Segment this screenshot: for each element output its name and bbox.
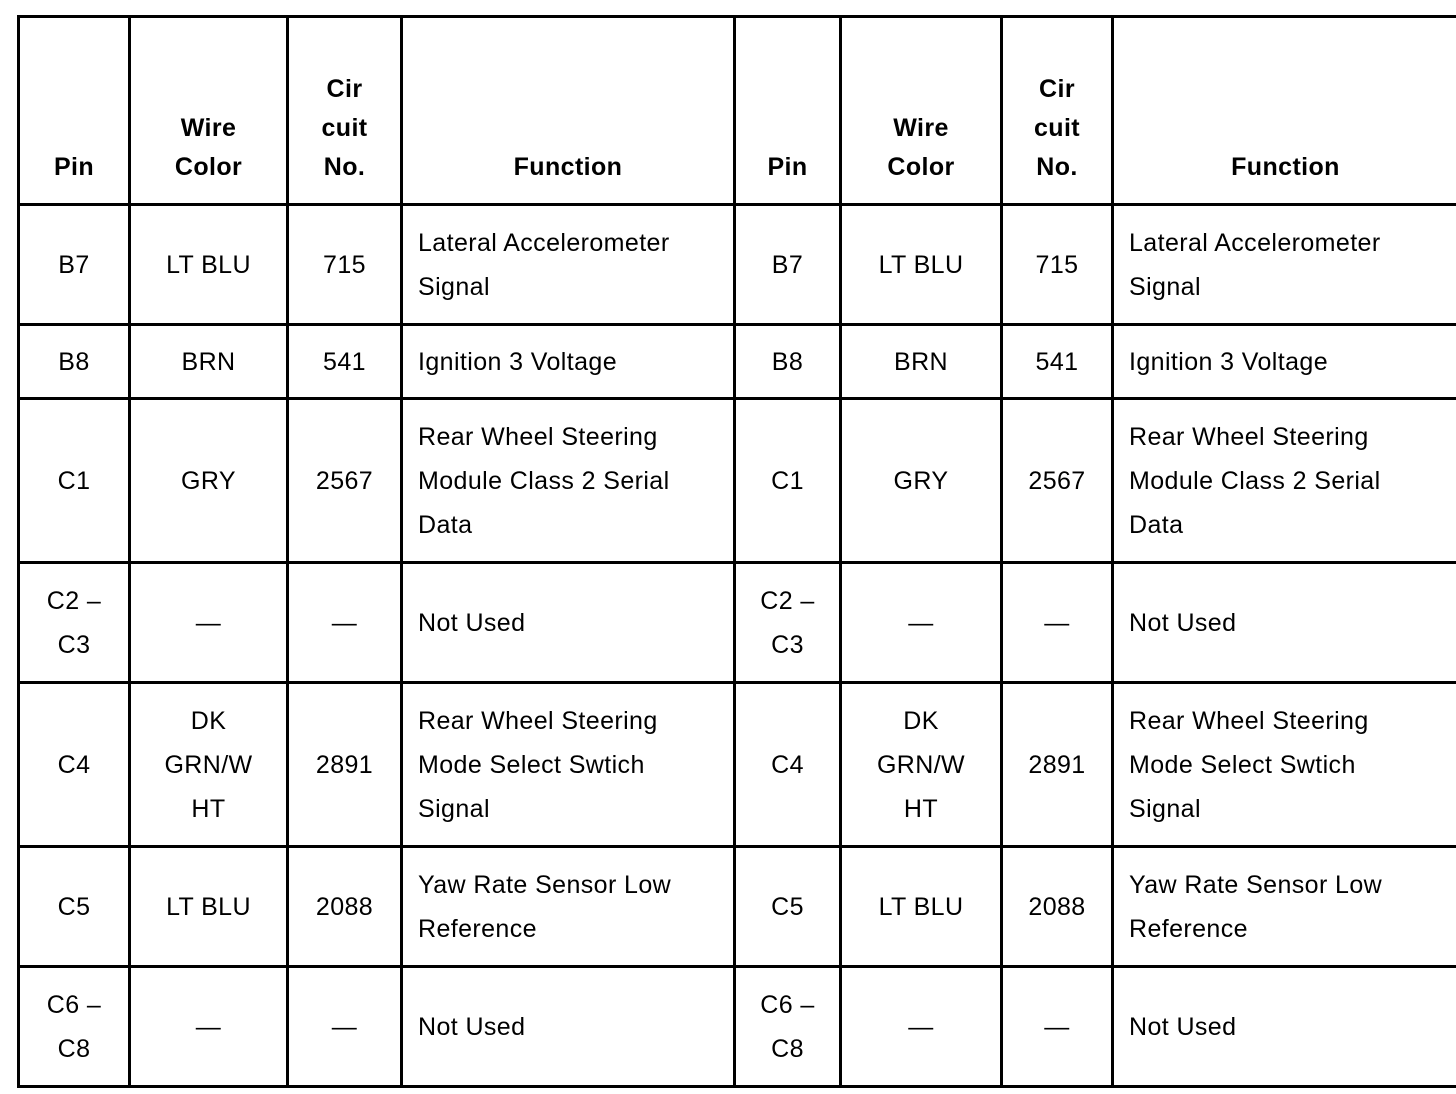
pin-cell [19, 205, 130, 325]
wire-color-cell [841, 967, 1002, 1087]
wire-color-cell-line: HT [191, 794, 226, 823]
function-cell-line: Signal [1129, 794, 1201, 823]
function-cell [402, 967, 735, 1087]
table-row [19, 399, 1456, 563]
function-cell-line: Mode Select Swtich [418, 750, 645, 779]
circuit-no-cell-line: — [331, 608, 358, 637]
header-row [19, 17, 1456, 205]
header-pin: Pin [735, 17, 841, 205]
circuit-no-cell-line: 2567 [1028, 466, 1086, 495]
pin-cell-line: B8 [58, 347, 90, 376]
function-cell-line: Signal [1129, 272, 1201, 301]
pin-cell-line: C3 [771, 630, 804, 659]
wire-color-cell-line: DK [190, 706, 227, 735]
pin-cell-line: C6 – [46, 990, 102, 1019]
function-cell-line: Not Used [418, 1012, 526, 1041]
wire-color-cell-line: — [195, 1012, 222, 1041]
function-cell-line: Mode Select Swtich [1129, 750, 1356, 779]
header-wire-color: Wire Color [841, 17, 1002, 205]
function-cell [402, 563, 735, 683]
function-cell [1113, 847, 1456, 967]
pin-cell [19, 683, 130, 847]
pin-cell [19, 967, 130, 1087]
function-cell [1113, 205, 1456, 325]
wire-color-cell-line: LT BLU [878, 250, 964, 279]
function-cell-line: Rear Wheel Steering [418, 422, 658, 451]
wire-color-cell-line: LT BLU [166, 892, 251, 921]
pin-cell-line: B8 [771, 347, 804, 376]
function-cell-line: Module Class 2 Serial [1129, 466, 1381, 495]
table-body [19, 205, 1456, 1087]
function-cell-line: Ignition 3 Voltage [418, 347, 618, 376]
function-cell-line: Reference [418, 914, 537, 943]
wire-color-cell-line: GRY [893, 466, 949, 495]
pin-cell-line: B7 [771, 250, 804, 279]
function-cell-line: Reference [1129, 914, 1248, 943]
wire-color-cell [130, 399, 288, 563]
function-cell-line: Signal [418, 272, 490, 301]
pin-cell-line: C2 – [760, 586, 815, 615]
function-cell-line: Signal [418, 794, 490, 823]
wire-color-cell-line: LT BLU [878, 892, 964, 921]
table-row [19, 563, 1456, 683]
pin-cell [19, 563, 130, 683]
circuit-no-cell [288, 205, 402, 325]
circuit-no-cell [1002, 563, 1113, 683]
pin-cell-line: C2 – [46, 586, 102, 615]
function-cell [1113, 967, 1456, 1087]
table-row [19, 325, 1456, 399]
function-cell-line: Data [418, 510, 473, 539]
header-function: Function [402, 17, 735, 205]
pin-cell-line: B7 [58, 250, 90, 279]
pin-cell [735, 683, 841, 847]
pin-cell [735, 967, 841, 1087]
wire-color-cell [130, 325, 288, 399]
circuit-no-cell [1002, 967, 1113, 1087]
function-cell-line: Not Used [418, 608, 526, 637]
header-circuit-no: Cir cuit No. [1002, 17, 1113, 205]
circuit-no-cell-line: 2088 [315, 892, 374, 921]
function-cell-line: Lateral Accelerometer [418, 228, 670, 257]
wire-color-cell [841, 205, 1002, 325]
pin-cell-line: C5 [57, 892, 91, 921]
circuit-no-cell-line: 2088 [1028, 892, 1086, 921]
wire-color-cell-line: BRN [894, 347, 948, 376]
circuit-no-cell-line: 2891 [1028, 750, 1086, 779]
pin-cell-line: C1 [57, 466, 91, 495]
circuit-no-cell [288, 967, 402, 1087]
circuit-no-cell-line: — [1044, 1012, 1070, 1041]
function-cell [1113, 683, 1456, 847]
circuit-no-cell-line: 541 [1035, 347, 1079, 376]
function-cell [1113, 399, 1456, 563]
circuit-no-cell [1002, 683, 1113, 847]
circuit-no-cell-line: 541 [323, 347, 366, 376]
function-cell-line: Rear Wheel Steering [1129, 422, 1369, 451]
pin-cell-line: C4 [57, 750, 91, 779]
function-cell-line: Rear Wheel Steering [418, 706, 658, 735]
function-cell-line: Not Used [1129, 608, 1237, 637]
wire-color-cell [841, 399, 1002, 563]
wire-color-cell-line: — [908, 608, 934, 637]
table-row [19, 847, 1456, 967]
wire-color-cell-line: DK [903, 706, 939, 735]
header-circuit-no: Cir cuit No. [288, 17, 402, 205]
wire-color-cell [841, 847, 1002, 967]
pin-cell-line: C8 [57, 1034, 91, 1063]
function-cell [402, 399, 735, 563]
function-cell-line: Module Class 2 Serial [418, 466, 670, 495]
wire-color-cell [841, 563, 1002, 683]
wire-color-cell-line: GRY [181, 466, 236, 495]
wire-color-cell-line: BRN [181, 347, 236, 376]
circuit-no-cell-line: 2567 [315, 466, 374, 495]
function-cell-line: Yaw Rate Sensor Low [418, 870, 672, 899]
circuit-no-cell-line: — [1044, 608, 1070, 637]
circuit-no-cell [288, 683, 402, 847]
wire-color-cell-line: GRN/W [876, 750, 966, 779]
wire-color-cell-line: — [908, 1012, 934, 1041]
header-wire-color: Wire Color [130, 17, 288, 205]
wire-color-cell [130, 205, 288, 325]
function-cell [402, 325, 735, 399]
function-cell-line: Lateral Accelerometer [1129, 228, 1381, 257]
wire-color-cell [841, 683, 1002, 847]
pin-cell-line: C4 [771, 750, 804, 779]
wire-color-cell-line: GRN/W [164, 750, 253, 779]
circuit-no-cell [288, 563, 402, 683]
circuit-no-cell-line: 715 [323, 250, 366, 279]
circuit-no-cell [288, 847, 402, 967]
function-cell-line: Ignition 3 Voltage [1129, 347, 1329, 376]
wire-color-cell [130, 563, 288, 683]
wire-color-cell [841, 325, 1002, 399]
table-row [19, 967, 1456, 1087]
wire-color-cell-line: LT BLU [166, 250, 251, 279]
circuit-no-cell-line: — [331, 1012, 358, 1041]
function-cell [1113, 325, 1456, 399]
pin-cell [735, 205, 841, 325]
pin-cell [19, 325, 130, 399]
circuit-no-cell [288, 399, 402, 563]
wire-color-cell [130, 967, 288, 1087]
function-cell [1113, 563, 1456, 683]
function-cell-line: Data [1129, 510, 1184, 539]
pin-cell-line: C5 [771, 892, 804, 921]
connector-pinout-table [17, 15, 1456, 1088]
pin-cell-line: C3 [57, 630, 91, 659]
header-function: Function [1113, 17, 1456, 205]
pin-cell [19, 399, 130, 563]
circuit-no-cell [1002, 325, 1113, 399]
pin-cell [735, 563, 841, 683]
circuit-no-cell [1002, 847, 1113, 967]
pin-cell [735, 325, 841, 399]
table-row [19, 683, 1456, 847]
function-cell-line: Not Used [1129, 1012, 1237, 1041]
function-cell [402, 683, 735, 847]
function-cell [402, 205, 735, 325]
pin-cell-line: C6 – [760, 990, 815, 1019]
wire-color-cell-line: HT [903, 794, 939, 823]
wire-color-cell [130, 847, 288, 967]
pin-cell-line: C8 [771, 1034, 804, 1063]
circuit-no-cell-line: 2891 [315, 750, 374, 779]
wire-color-cell-line: — [195, 608, 222, 637]
circuit-no-cell-line: 715 [1035, 250, 1079, 279]
pin-cell [735, 847, 841, 967]
pin-cell-line: C1 [771, 466, 804, 495]
pin-cell [19, 847, 130, 967]
function-cell-line: Yaw Rate Sensor Low [1129, 870, 1383, 899]
table-row [19, 205, 1456, 325]
circuit-no-cell [288, 325, 402, 399]
pin-cell [735, 399, 841, 563]
header-pin: Pin [19, 17, 130, 205]
circuit-no-cell [1002, 205, 1113, 325]
circuit-no-cell [1002, 399, 1113, 563]
function-cell-line: Rear Wheel Steering [1129, 706, 1369, 735]
wire-color-cell [130, 683, 288, 847]
function-cell [402, 847, 735, 967]
